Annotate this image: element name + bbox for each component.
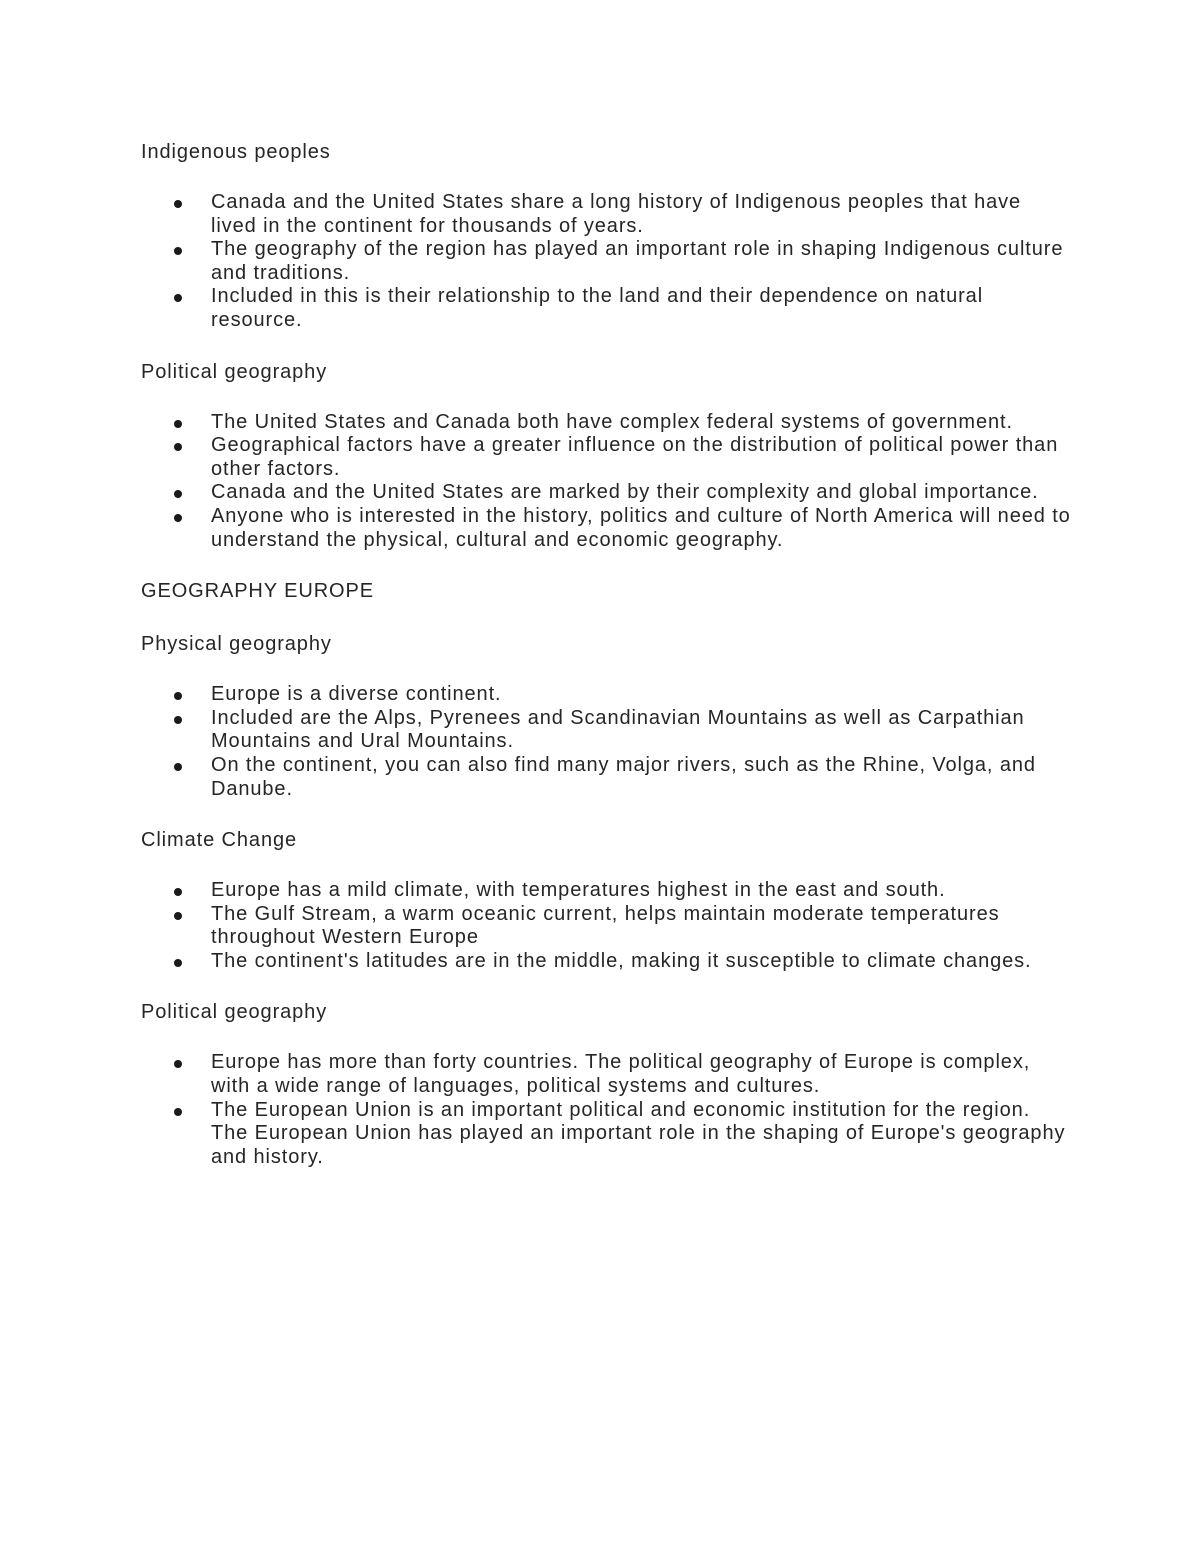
list-item: Canada and the United States share a long history of Indigenous peoples that have lived in the continent for thousands of years. [141,191,1071,238]
bullet-list-political-geography-europe [141,1051,1071,1169]
list-item: The continent's latitudes are in the middle, making it susceptible to climate changes. [141,950,1071,974]
list-item: Included in this is their relationship to the land and their dependence on natural resource. [141,285,1071,332]
bullet-icon [174,1060,182,1068]
bullet-icon [174,763,182,771]
section-heading-geography-europe: GEOGRAPHY EUROPE [141,580,374,603]
list-item: Europe has more than forty countries. The political geography of Europe is complex, with a wide range of languages, political systems and cultures. [141,1051,1071,1098]
bullet-icon [174,716,182,724]
bullet-list-physical-geography [141,683,1071,801]
bullet-icon [174,490,182,498]
document-page [141,140,1071,1169]
section-heading-climate-change: Climate Change [141,829,298,852]
bullet-icon [174,200,182,208]
list-item: Europe has a mild climate, with temperatures highest in the east and south. [141,879,1071,903]
bullet-icon [174,247,182,255]
list-item: Geographical factors have a greater influence on the distribution of political power than other factors. [141,434,1071,481]
bullet-list-political-geography-north-america [141,411,1071,553]
list-item: On the continent, you can also find many major rivers, such as the Rhine, Volga, and Danube. [141,754,1071,801]
bullet-icon [174,959,182,967]
list-item: Europe is a diverse continent. [141,683,1071,707]
list-item: The Gulf Stream, a warm oceanic current, helps maintain moderate temperatures throughout Western Europe [141,903,1071,950]
bullet-icon [174,443,182,451]
list-item: Anyone who is interested in the history, politics and culture of North America will need to understand the physical, cultural and economic geography. [141,505,1071,552]
section-heading-political-geography-europe: Political geography [141,1001,328,1024]
section-heading-political-geography-north-america: Political geography [141,360,328,383]
list-item: Included are the Alps, Pyrenees and Scandinavian Mountains as well as Carpathian Mountains and Ural Mountains. [141,707,1071,754]
section-heading-indigenous-peoples: Indigenous peoples [141,141,331,163]
bullet-list-indigenous-peoples [141,191,1071,333]
bullet-icon [174,420,182,428]
bullet-list-climate-change [141,879,1071,973]
bullet-icon [174,294,182,302]
bullet-icon [174,514,182,522]
bullet-icon [174,1108,182,1116]
bullet-icon [174,912,182,920]
bullet-icon [174,888,182,896]
list-item: The European Union is an important political and economic institution for the region. The European Union has played an important role in the shaping of Europe's geography and history. [141,1099,1071,1170]
list-item: Canada and the United States are marked by their complexity and global importance. [141,481,1071,505]
list-item: The geography of the region has played an important role in shaping Indigenous culture and traditions. [141,238,1071,285]
bullet-icon [174,692,182,700]
section-heading-physical-geography: Physical geography [141,633,332,656]
list-item: The United States and Canada both have complex federal systems of government. [141,411,1071,435]
